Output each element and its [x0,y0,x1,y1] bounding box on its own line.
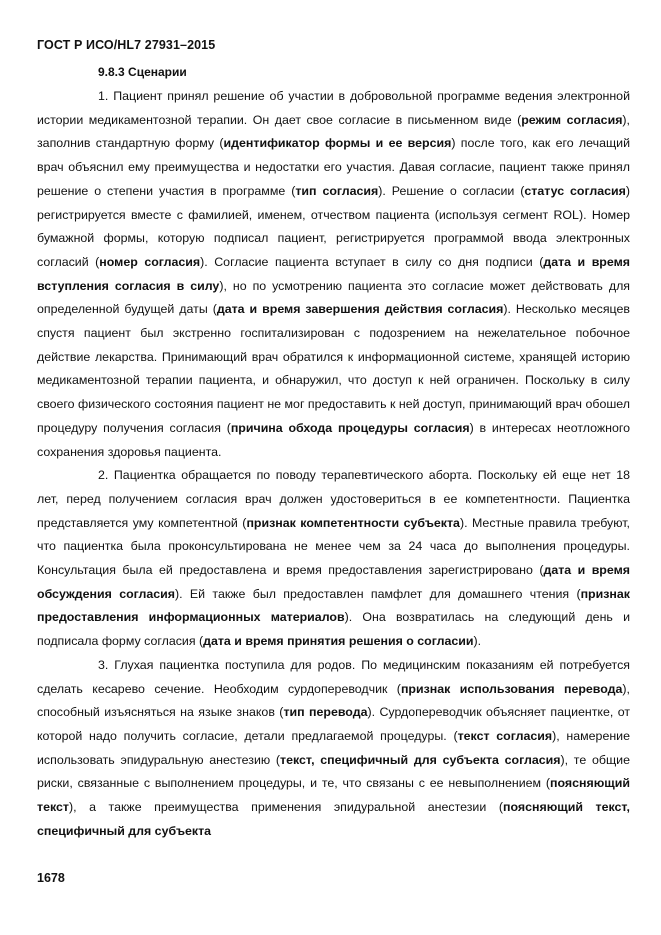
bold-term: признак предоставления информационных материалов [37,586,630,625]
text-run: ). Ей также был предоставлен памфлет для домашнего чтения ( [175,586,581,601]
standard-header: ГОСТ Р ИСО/HL7 27931–2015 [37,38,216,52]
bold-term: тип согласия [295,183,379,198]
bold-term: статус согласия [524,183,626,198]
bold-term: поясняющий текст [37,776,630,815]
bold-term: поясняющий текст, специфичный для субъекта [37,800,630,838]
text-run: ). Она возвратилась на следующий день и подписала форму согласия ( [37,610,631,649]
text-run: ), но по усмотрению пациента это согласие может действовать для определенной будущей даты ( [37,278,631,317]
text-run: 3. Глухая пациентка поступила для родов. По медицинским показаниям ей потребуется сделать кесарево сечение. Необходим сурдопереводчик ( [37,657,630,696]
text-run: ). Несколько месяцев спустя пациент был экстренно госпитализирован с подозрением на нежелательное побочное действие лекарства. Принимающий врач обратился к информационной системе, хранящей историю медикаментозной терапии пациента, и обнаружил, что доступ к ней ограничен. Поскольку в силу своего физического состояния пациент не мог предоставить к ней доступ, принимающий врач обошел процедуру получения согласия ( [37,302,630,435]
text-run: ), а также преимущества применения эпидуральной анестезии ( [68,800,503,815]
bold-term: тип перевода [283,705,368,720]
page-number: 1678 [37,871,65,885]
text-run: ). Местные правила требуют, что пациентка была проконсультирована не менее чем за 24 часа до выполнения процедуры. Консультация была ей предоставлена и время предоставления зарегистрировано ( [37,515,630,578]
bold-term: текст согласия [457,728,553,743]
section-heading: 9.8.3 Сценарии [98,65,187,79]
text-run: ). Согласие пациента вступает в силу со дня подписи ( [200,254,544,269]
text-run: ), те общие риски, связанные с выполнением процедуры, и те, что связаны с ее невыполнением ( [37,752,630,791]
text-run: ), намерение использовать эпидуральную анестезию ( [37,728,630,767]
bold-term: дата и время завершения действия согласия [216,302,504,317]
text-run: ). [473,634,482,649]
bold-term: признак компетентности субъекта [246,515,460,530]
bold-term: идентификатор формы и ее версия [223,136,452,151]
body-text [37,85,630,844]
bold-term: режим согласия [521,112,623,127]
bold-term: признак использования перевода [400,681,623,696]
bold-term: номер согласия [99,254,201,269]
text-run: ), способный изъясняться на языке знаков ( [37,681,630,720]
bold-term: причина обхода процедуры согласия [230,420,470,435]
bold-term: дата и время принятия решения о согласии [203,634,474,649]
paragraph-3 [37,654,630,844]
text-run: 2. Пациентка обращается по поводу терапевтического аборта. Поскольку ей еще нет 18 лет, перед получением согласия врач должен удостовериться в ее компетентности. Пациентка представляется уму компетентной ( [37,468,630,530]
bold-term: текст, специфичный для субъекта согласия [280,752,561,767]
text-run: 1. Пациент принял решение об участии в добровольной программе ведения электронной истории медикаментозной терапии. Он дает свое согласие в письменном виде ( [37,89,630,127]
text-run: ), заполнив стандартную форму ( [37,112,630,151]
text-run: ) после того, как его лечащий врач объяснил ему преимущества и недостатки его участия. Давая согласие, пациент также принял решение о степени участия в программе ( [37,136,630,198]
paragraph-1 [37,85,630,464]
bold-term: дата и время вступления согласия в силу [37,254,631,293]
paragraph-2 [37,464,630,654]
text-run: ). Сурдопереводчик объясняет пациентке, от которой надо получить согласие, детали предлагаемой процедуры. ( [37,705,631,743]
bold-term: дата и время обсуждения согласия [37,563,631,601]
text-run: ) в интересах неотложного сохранения здоровья пациента. [37,420,630,459]
text-run: ) регистрируется вместе с фамилией, именем, отчеством пациента (используя сегмент ROL). Номер бумажной формы, которую подписал пациент, регистрируется программой ввода электронных согласий ( [37,183,630,269]
text-run: ). Решение о согласии ( [378,183,525,198]
